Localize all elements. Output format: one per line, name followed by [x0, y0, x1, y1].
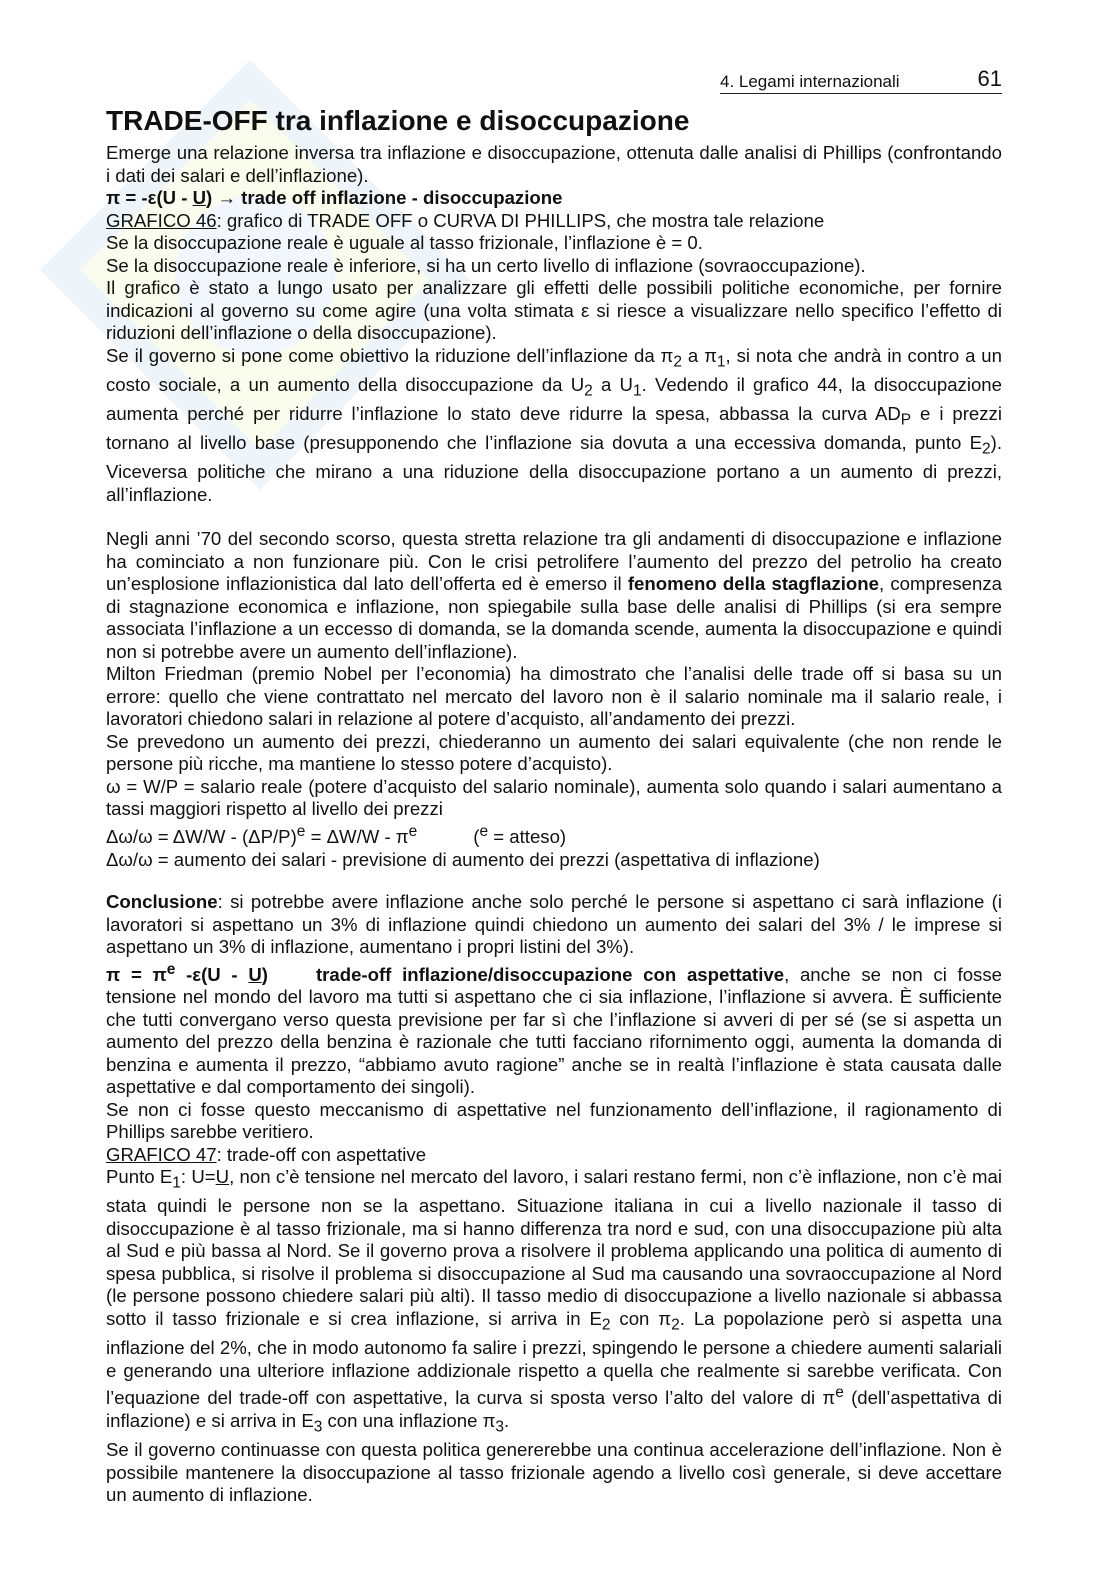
- paragraph-expectations: Se prevedono un aumento dei prezzi, chiederanno un aumento dei salari equivalente (che non rende le persone più ricche, ma mantiene lo stesso potere d’acquisto).: [106, 730, 1002, 775]
- page-number: 61: [977, 66, 1002, 91]
- line-frictional: Se la disoccupazione reale è uguale al tasso frizionale, l’inflazione è = 0.: [106, 232, 703, 253]
- page-header: [720, 66, 1002, 94]
- graph-47-ref: GRAFICO 47: [106, 1143, 217, 1165]
- equation-wage-growth: Δω/ω = aumento dei salari - previsione di aumento dei prezzi (aspettativa di inflazione): [106, 848, 820, 870]
- chapter-title: 4. Legami internazionali: [720, 72, 900, 91]
- paragraph-policy: Il grafico è stato a lungo usato per analizzare gli effetti delle possibili politiche economiche, per fornire indicazioni al governo su come agire (una volta stimata ε si riesce a visualizzare nello specifico l’effetto di riduzioni dell’inflazione o della disoccupazione).: [106, 277, 1002, 343]
- paragraph-stagflation: Negli anni ’70 del secondo scorso, questa stretta relazione tra gli andamenti di disoccupazione e inflazione ha cominciato a non funzionare più. Con le crisi petrolifere l’aumento del prezzo del petrolio ha creato un’esplosione inflazionistica dal lato dell’offerta ed è emerso il fenomeno della stagflazione, compresenza di stagnazione economica e inflazione, non spiegabile sulla base delle analisi di Phillips (si era sempre associata l’inflazione a un eccesso di domanda, se la domanda scende, aumenta la disoccupazione e quindi non si potrebbe avere un aumento dell’inflazione).: [106, 528, 1002, 662]
- paragraph-conclusion: Conclusione: si potrebbe avere inflazione anche solo perché le persone si aspettano ci sarà inflazione (i lavoratori si aspettano un 3% di inflazione quindi chiedono un aumento dei salari del 3% / le imprese si aspettano un 3% di inflazione, aumentano i propri listini del 3%).: [106, 891, 1002, 958]
- paragraph-phillips: Se non ci fosse questo meccanismo di aspettative nel funzionamento dell’inflazione, il ragionamento di Phillips sarebbe veritiero.: [106, 1098, 1002, 1143]
- graph-46-caption: GRAFICO 46: grafico di TRADE OFF o CURVA DI PHILLIPS, che mostra tale relazione: [106, 209, 825, 231]
- paragraph-point-e1: Punto $E_1$: U=U, non c’è tensione nel mercato del lavoro, i salari restano fermi, non c’è inflazione, non c’è mai stata quindi le persone non se la aspettano. Situazione italiana in cui a livello nazionale il tasso di disoccupazione è al tasso frizionale, ma si hanno differenza tra nord e sud, con una disoccupazione più alta al Sud e più bassa al Nord. Se il governo prova a risolvere il problema applicando una politica di aumento di spesa pubblica, si risolve il problema si disoccupazione al Sud ma causando una sovraoccupazione al Nord (le persone possono chiedere salari più alti). Il tasso medio di disoccupazione a livello nazionale si abbassa sotto il tasso frizionale e si crea inflazione, si arriva in $E_2$ con $\pi_2$. La popolazione però si aspetta una inflazione del 2%, che in modo autonomo fa salire i prezzi, spingendo le persone a chiedere aumenti salariali e generando una ulteriore inflazione addizionale rispetto a quella che realmente si sarebbe verificata. Con l’equazione del trade-off con aspettative, la curva si sposta verso l’alto del valore di $\pi^e$ (dell’aspettativa di inflazione) e si arriva in $E_3$ con una inflazione $\pi_3$.: [106, 1166, 1003, 1436]
- formula-expectations: $\pi = \pi^e$ -ε(U - U) trade-off inflazione/disoccupazione con aspettative, anche se non ci fosse tensione nel mondo del lavoro ma tutti si aspettano che ci sia inflazione, l’inflazione si avvera. È sufficiente che tutti convergano verso questa previsione per far sì che l’inflazione si avveri di per sé (se si aspetta un aumento del prezzo della benzina è razionale che tutti facciano rifornimento oggi, aumenta la domanda di benzina e aumenta il prezzo, “abbiamo avuto ragione” anche se in realtà l’inflazione è stata causata dalle aspettative e dal comportamento dei singoli).: [106, 960, 1002, 1098]
- section-title: TRADE-OFF tra inflazione e disoccupazione: [106, 105, 690, 136]
- graph-46-ref: GRAFICO 46: [106, 209, 217, 231]
- paragraph-government-goal: Se il governo si pone come obiettivo la riduzione dell’inflazione da $\pi_2$ a $\pi_1$, si nota che andrà in contro a un costo sociale, a un aumento della disoccupazione da $U_2$ a $U_1$. Vedendo il grafico 44, la disoccupazione aumenta perché per ridurre l’inflazione lo stato deve ridurre la spesa, abbassa la curva $AD_P$ e i prezzi tornano al livello base (presupponendo che l’inflazione sia dovuta a una eccessiva domanda, punto $E_2$). Viceversa politiche che mirano a una riduzione della disoccupazione portano a un aumento di prezzi, all’inflazione.: [106, 344, 1002, 505]
- paragraph-friedman: Milton Friedman (premio Nobel per l’economia) ha dimostrato che l’analisi delle trade off si basa su un errore: quello che viene contrattato nel mercato del lavoro non è il salario nominale ma il salario reale, i lavoratori chiedono salari in relazione al potere d’acquisto, all’andamento dei prezzi.: [106, 663, 1002, 730]
- paragraph-acceleration: Se il governo continuasse con questa politica genererebbe una continua accelerazione dell’inflazione. Non è possibile mantenere la disoccupazione al tasso frizionale agendo a livello così generale, si deve accettare un aumento di inflazione.: [106, 1439, 1002, 1506]
- line-overemployment: Se la disoccupazione reale è inferiore, si ha un certo livello di inflazione (sovraoccupazione).: [106, 254, 866, 276]
- paragraph-real-wage: ω = W/P = salario reale (potere d’acquisto del salario nominale), aumenta solo quando i salari aumentano a tassi maggiori rispetto al livello dei prezzi: [106, 775, 1002, 820]
- paragraph-intro: Emerge una relazione inversa tra inflazione e disoccupazione, ottenuta dalle analisi di Phillips (confrontando i dati dei salari e dell’inflazione).: [106, 142, 1002, 186]
- formula-trade-off: π = -ε(U - U) → trade off inflazione - disoccupazione: [106, 187, 563, 208]
- equation-real-wage: $\Delta\omega/\omega = \Delta W/W - (\Delta P/P)^e = \Delta W/W - \pi^e$ ($^e$ = atteso): [106, 822, 567, 848]
- page-body: [106, 104, 1002, 1507]
- graph-47-caption: GRAFICO 47: trade-off con aspettative: [106, 1143, 427, 1165]
